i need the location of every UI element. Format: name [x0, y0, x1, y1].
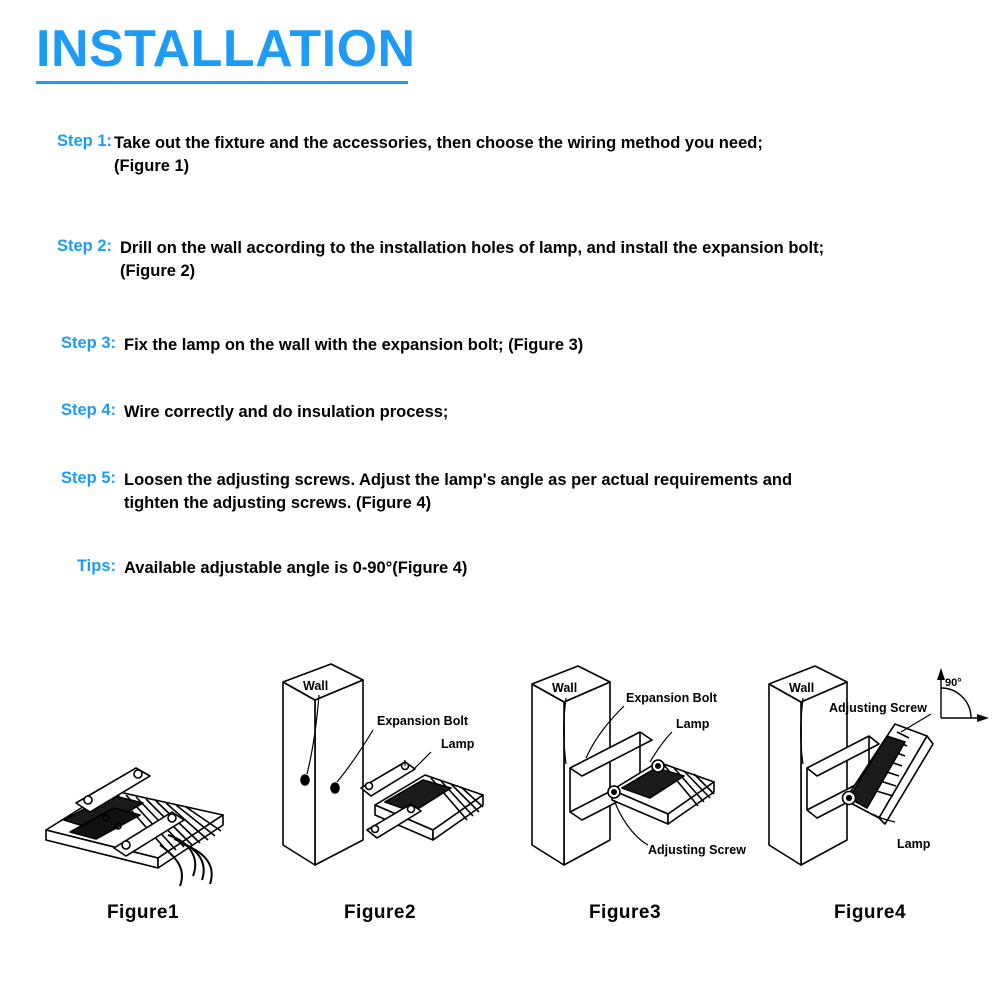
figure-4-callout-angle: 90° [945, 677, 962, 689]
figure-3-callout-adjusting-screw: Adjusting Screw [648, 843, 746, 857]
figure-4 [745, 640, 995, 930]
step-item [40, 237, 960, 284]
step-label: Step 4: [60, 401, 116, 420]
step-description [114, 132, 763, 179]
figure-2-callout-expansion-bolt: Expansion Bolt [377, 714, 468, 728]
figure-3-callout-lamp: Lamp [676, 717, 710, 731]
tips-description: Available adjustable angle is 0-90°(Figure 4) [124, 559, 468, 578]
figure-4-callout-adjusting-screw: Adjusting Screw [829, 701, 927, 715]
installation-steps [40, 132, 960, 610]
step-label: Step 3: [60, 333, 116, 352]
step-description [120, 237, 824, 284]
page-title-block [36, 22, 966, 84]
step-label: Step 5: [60, 468, 116, 487]
step-description [124, 469, 792, 516]
tips-label: Tips: [76, 557, 116, 576]
step-item [40, 401, 960, 424]
tips-item [40, 557, 960, 580]
figure-4-callout-wall: Wall [789, 681, 815, 695]
step-item [40, 132, 960, 179]
step-text-line1: Loosen the adjusting screws. Adjust the lamp's angle as per actual requirements and [124, 470, 793, 489]
figure-caption: Figure3 [588, 902, 662, 923]
figure-3 [500, 640, 750, 930]
figure-1-illustration [18, 640, 268, 900]
step-text-line2: tighten the adjusting screws. (Figure 4) [124, 493, 432, 512]
figure-4-callout-lamp: Lamp [897, 837, 931, 851]
figure-gallery [0, 640, 1000, 940]
step-label: Step 2: [56, 236, 112, 255]
figure-4-illustration [745, 640, 995, 900]
step-text-line1: Take out the fixture and the accessories, then choose the wiring method you need; [114, 134, 763, 152]
step-text-line2: (Figure 2) [120, 262, 196, 281]
step-text-line2: (Figure 1) [114, 157, 190, 176]
figure-3-callout-expansion-bolt: Expansion Bolt [626, 691, 717, 705]
figure-1 [18, 640, 268, 930]
figure-3-callout-wall: Wall [552, 681, 578, 695]
figure-caption: Figure4 [833, 902, 907, 923]
figure-caption: Figure1 [106, 902, 180, 923]
step-description: Wire correctly and do insulation process; [124, 403, 449, 422]
figure-caption: Figure2 [343, 902, 417, 923]
step-text-line1: Drill on the wall according to the installation holes of lamp, and install the expansion bolt; [120, 238, 825, 257]
step-label: Step 1: [56, 132, 112, 150]
figure-2-callout-wall: Wall [303, 679, 329, 693]
title-underline [36, 81, 408, 84]
figure-2 [255, 640, 505, 930]
step-item [40, 334, 960, 357]
step-item [40, 469, 960, 516]
figure-3-illustration [500, 640, 750, 900]
page-title: INSTALLATION [36, 20, 416, 78]
figure-2-callout-lamp: Lamp [441, 737, 475, 751]
figure-2-illustration [255, 640, 505, 900]
step-description: Fix the lamp on the wall with the expansion bolt; (Figure 3) [124, 335, 584, 354]
